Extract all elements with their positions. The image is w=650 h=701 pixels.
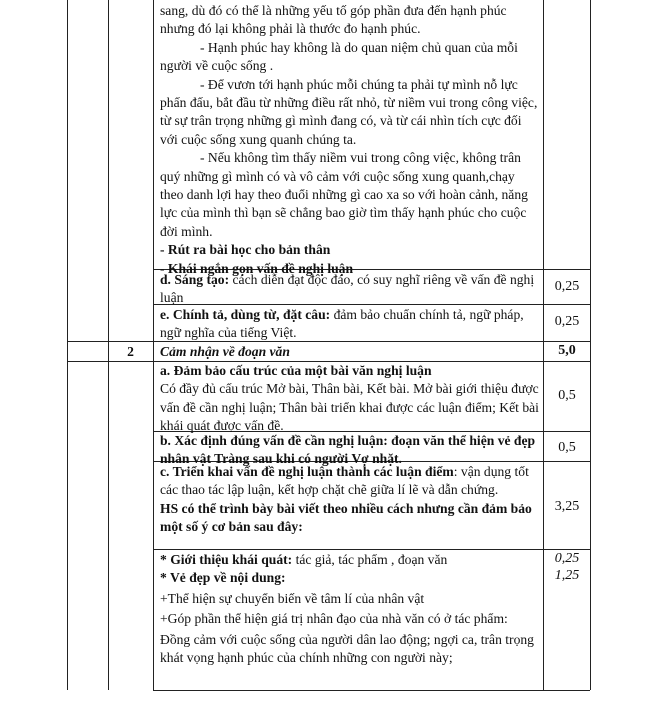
score-value: 0,25 — [554, 279, 580, 294]
criterion-a — [160, 362, 540, 436]
score-value: 0,25 — [554, 551, 580, 566]
criterion-c — [160, 463, 540, 537]
criterion-text: : vận dụng tốt các thao tác lập luận, kết hợp chặt chẽ giữa lí lẽ và dẫn chứng. — [160, 464, 529, 498]
criterion-e — [160, 306, 540, 343]
section-score: 5,0 — [558, 343, 576, 358]
paragraph: - Nếu không tìm thấy niềm vui trong công việc, không trân quý những gì mình có và vô cảm với cuộc sống xung quanh,chạy theo danh lợi hay theo đuổi những gì cao xa so với hoàn cảnh, năng lực của mình thì bạn sẽ chẳng bao giờ tìm thấy hạnh phúc cho cuộc đời mình. — [160, 150, 528, 239]
bold-heading: - Rút ra bài học cho bản thân — [160, 242, 331, 258]
paragraph: +Góp phần thể hiện giá trị nhân đạo của nhà văn có ở tác phẩm: — [160, 611, 508, 627]
criterion-label: b. Xác định đúng vấn đề cần nghị luận: đoạn văn thể hiện vẻ đẹp nhân vật Tràng sau khi có người Vợ nhặt. — [160, 433, 536, 467]
score-value: 0,5 — [558, 440, 576, 455]
criterion-label: c. Triển khai vấn đề nghị luận thành các luận điểm — [160, 464, 454, 479]
paragraph: Đồng cảm với cuộc sống của người dân lao động; ngợi ca, trân trọng khát vọng hạnh phúc của chính những con người này; — [160, 631, 534, 666]
row-divider — [153, 690, 590, 691]
criterion-label: e. Chính tả, dùng từ, đặt câu: — [160, 307, 331, 322]
score-value: 0,25 — [554, 314, 580, 329]
table-border-col3 — [543, 0, 544, 690]
criterion-label: a. Đảm bảo cấu trúc của một bài văn nghị luận — [160, 363, 432, 378]
score-value: 3,25 — [554, 499, 580, 514]
table-border-col2 — [153, 0, 154, 690]
score-value: 0,5 — [558, 388, 576, 403]
section-title: Cảm nhận về đoạn văn — [160, 344, 290, 359]
table-border-right — [590, 0, 591, 690]
content-label: * Vẻ đẹp về nội dung: — [160, 570, 286, 586]
criterion-text: đảm bảo chuẩn chính tả, ngữ pháp, ngữ nghĩa của tiếng Việt. — [160, 307, 524, 341]
criterion-text: cách diễn đạt độc đáo, có suy nghĩ riêng về vấn đề nghị luận — [160, 272, 535, 306]
intro-text: tác giả, tác phẩm , đoạn văn — [292, 552, 448, 567]
paragraph: - Để vươn tới hạnh phúc mỗi chúng ta phải tự mình nỗ lực phấn đấu, bắt đầu từ những điều rất nhỏ, từ niềm vui trong công việc, từ sự trân trọng những gì mình đang có, và từ cái nhìn tích cực đối với cuộc sống xung quanh chúng ta. — [160, 76, 538, 147]
criterion-text: Có đầy đủ cấu trúc Mở bài, Thân bài, Kết bài. Mở bài giới thiệu được vấn đề cần nghị luận; Thân bài triển khai được các luận điểm; Kết bài khái quát được vấn đề. — [160, 381, 539, 434]
criterion-note: HS có thể trình bày bài viết theo nhiều cách nhưng cần đảm bảo một số ý cơ bản sau đây: — [160, 500, 532, 535]
section-number: 2 — [127, 344, 134, 359]
intro-label: * Giới thiệu khái quát: — [160, 552, 293, 567]
score-value: 1,25 — [554, 568, 580, 583]
paragraph: - Hạnh phúc hay không là do quan niệm chủ quan của mỗi người về cuộc sống . — [160, 39, 518, 74]
content-cell-top — [160, 2, 540, 278]
content-cell-bottom — [160, 551, 540, 667]
criterion-d — [160, 271, 540, 308]
row-divider — [153, 549, 590, 550]
bold-heading: - Khái ngắn gọn vấn đề nghị luận — [160, 260, 354, 276]
criterion-label: d. Sáng tạo: — [160, 272, 230, 287]
paragraph: sang, dù đó có thể là những yếu tố góp phần đưa đến hạnh phúc nhưng đó lại không phải là thước đo hạnh phúc. — [160, 3, 507, 37]
table-border-left — [67, 0, 68, 690]
paragraph: +Thể hiện sự chuyển biến về tâm lí của nhân vật — [160, 590, 425, 606]
